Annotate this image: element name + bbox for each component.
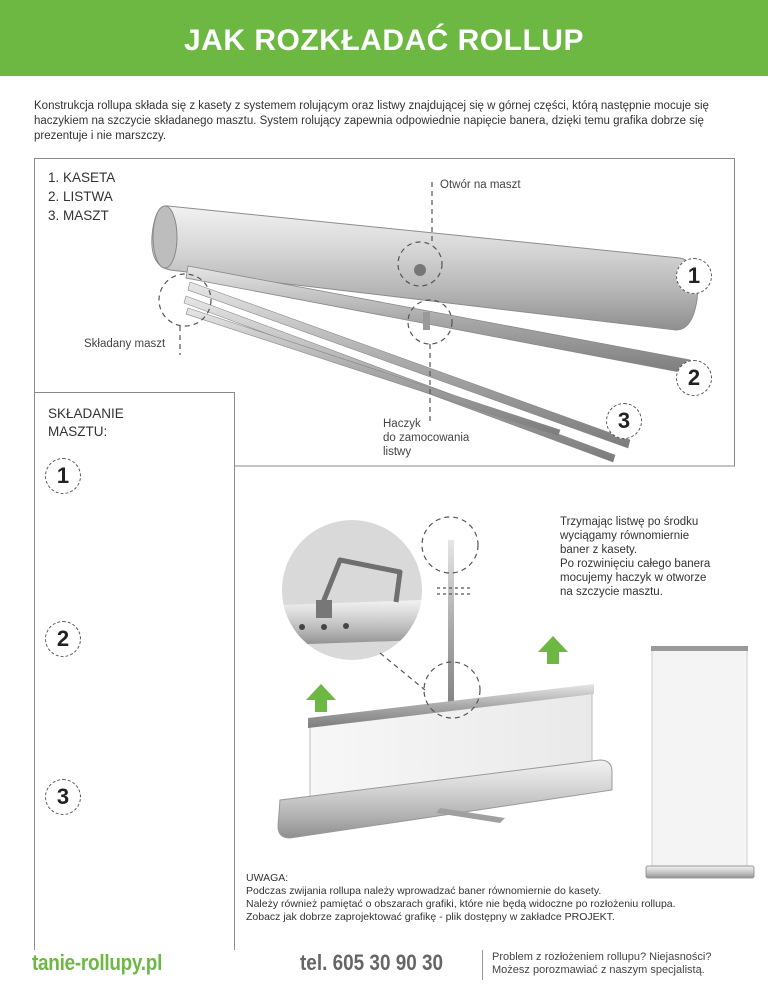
- number-badge-3: 3: [606, 403, 642, 439]
- hook-detail-photo: [282, 520, 422, 660]
- footer-divider: [482, 950, 483, 980]
- number-badge-1: 1: [676, 258, 712, 294]
- intro-paragraph: Konstrukcja rollupa składa się z kasety z systemem rolującym oraz listwy znajdującej się w górnej części, którą następnie mocuje się haczykiem na szczycie składanego masztu. System rolujący zapewnia odpowiednie napięcie banera, dzięki temu grafika dobrze się prezentuje i nie marszczy.: [34, 100, 709, 142]
- folded-mast-label: Składany maszt: [84, 338, 166, 350]
- instruction-text: Trzymając listwę po środku wyciągamy równomiernie baner z kasety. Po rozwinięciu całego banera mocujemy haczyk w otworze na szczycie masztu.: [560, 516, 711, 598]
- part-item: 2. LISTWA: [48, 189, 113, 204]
- parts-list: [48, 168, 115, 225]
- hook-label: Haczyk do zamocowania listwy: [383, 418, 470, 458]
- fold-step-badge-2: 2: [45, 621, 81, 657]
- folding-title: SKŁADANIE MASZTU:: [48, 406, 124, 439]
- part-item: 1. KASETA: [48, 170, 116, 185]
- fold-step-badge-3: 3: [45, 779, 81, 815]
- site-logo[interactable]: tanie-rollupy.pl: [32, 950, 163, 975]
- part-item: 3. MASZT: [48, 208, 109, 223]
- mast-hole-label: Otwór na maszt: [440, 179, 521, 191]
- fold-step-badge-1: 1: [45, 458, 81, 494]
- warning-note: UWAGA: Podczas zwijania rollupa należy wprowadzać baner równomiernie do kasety. Należy również pamiętać o obszarach grafiki, które nie będą widoczne po rozłożeniu rollupa. Zobacz jak dobrze zaprojektować grafikę - plik dostępny w zakładce PROJEKT.: [246, 872, 676, 923]
- page-title: JAK ROZKŁADAĆ ROLLUP: [184, 24, 584, 57]
- number-badge-2: 2: [676, 360, 712, 396]
- help-text: Problem z rozłożeniem rollupu? Niejasności? Możesz porozmawiać z naszym specjalistą.: [492, 951, 712, 976]
- phone-number[interactable]: tel. 605 30 90 30: [300, 950, 444, 975]
- rollup-extended: [646, 646, 754, 878]
